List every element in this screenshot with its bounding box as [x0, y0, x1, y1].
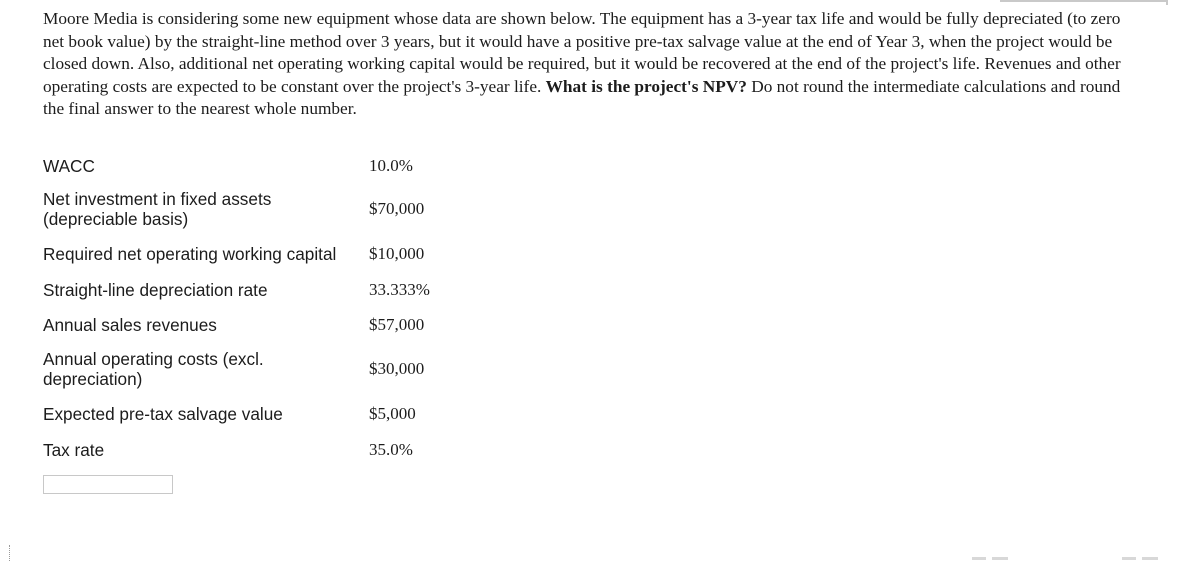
- question-intro: Moore Media is considering some new equipment whose data are shown below. The equipment has a 3-year tax life and would be fully depreciated (to zero net book value) by the straight-line method over 3 years, but it would have a positive pre-tax salvage value at the end of Year 3, when the project would be closed down. Also, additional net operating working capital would be required, but it would be recovered at the end of the project's life. Revenues and other operating costs are expected to be constant over the project's 3-year life.: [43, 9, 1121, 96]
- row-value-depreciation-rate: 33.333%: [369, 280, 430, 299]
- npv-answer-input[interactable]: [43, 475, 173, 494]
- row-value-tax-rate: 35.0%: [369, 440, 413, 459]
- question-text: [43, 8, 1143, 121]
- table-row: [43, 150, 430, 182]
- row-label-operating-costs: [43, 342, 369, 396]
- row-label-tax-rate: Tax rate: [43, 440, 105, 460]
- row-label-salvage: Expected pre-tax salvage value: [43, 404, 283, 424]
- table-row: [43, 272, 430, 308]
- top-divider-edge: [1166, 0, 1168, 5]
- question-instructions: Do not round the intermediate calculations and round the final answer to the nearest whole number.: [43, 76, 1121, 118]
- row-label-nowc: Required net operating working capital: [43, 244, 337, 264]
- table-row: [43, 342, 430, 396]
- row-value-salvage: $5,000: [369, 404, 416, 423]
- margin-marker: [9, 545, 10, 561]
- bottom-edge-mark: [992, 557, 1008, 560]
- table-row: [43, 182, 430, 236]
- row-value-wacc: 10.0%: [369, 156, 413, 175]
- row-label-sales: Annual sales revenues: [43, 315, 217, 335]
- top-divider: [1000, 0, 1168, 2]
- row-label-depreciation-rate: Straight-line depreciation rate: [43, 280, 268, 300]
- operating-costs-label-text: Annual operating costs (excl. depreciation): [43, 349, 264, 389]
- row-label-fixed-assets: [43, 182, 369, 236]
- row-value-fixed-assets: $70,000: [369, 199, 425, 218]
- row-value-sales: $57,000: [369, 315, 425, 334]
- row-value-operating-costs: $30,000: [369, 359, 425, 378]
- table-row: [43, 308, 430, 342]
- project-data-table: [43, 150, 430, 468]
- bottom-edge-mark: [972, 557, 986, 560]
- table-row: [43, 236, 430, 272]
- table-row: [43, 396, 430, 432]
- question-prompt: What is the project's NPV?: [545, 76, 747, 96]
- fixed-assets-label-text: Net investment in fixed assets (depreciable basis): [43, 189, 272, 229]
- row-label-wacc: WACC: [43, 156, 95, 176]
- row-value-nowc: $10,000: [369, 244, 425, 263]
- bottom-edge-mark: [1122, 557, 1136, 560]
- table-row: [43, 432, 430, 468]
- bottom-edge-mark: [1142, 557, 1158, 560]
